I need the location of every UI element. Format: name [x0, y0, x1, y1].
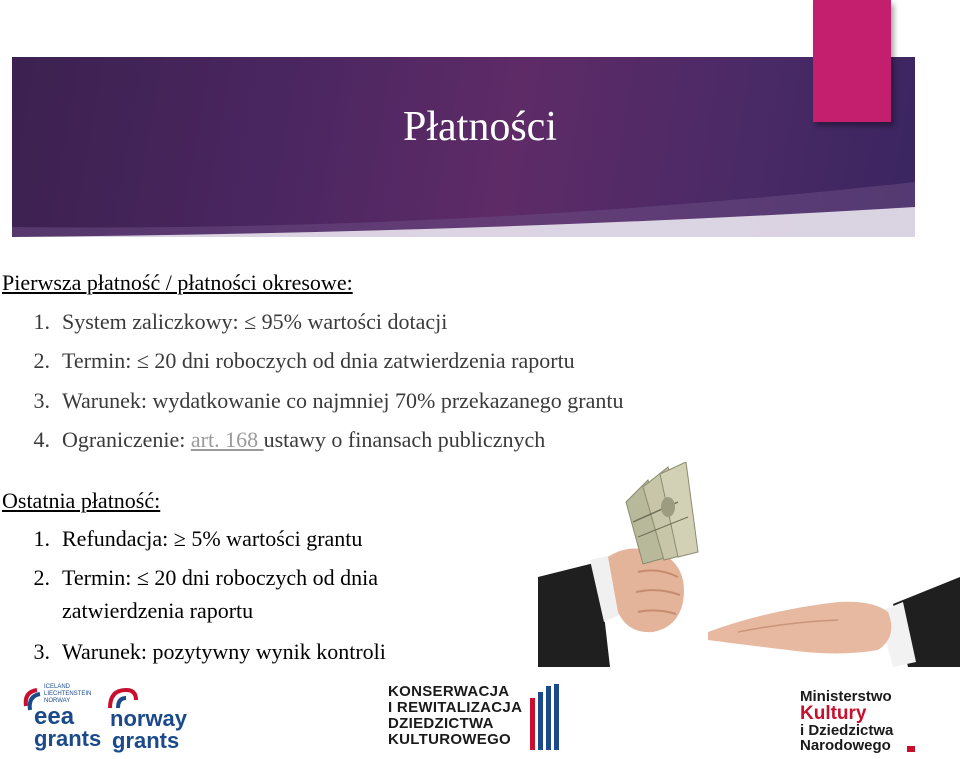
konserwacja-bars-icon	[528, 684, 566, 750]
list-number: 1.	[33, 526, 50, 551]
list-text: Termin: ≤ 20 dni roboczych od dnia zatwierdzenia raportu	[62, 348, 575, 373]
norway-grants-word: grants	[112, 728, 180, 753]
list-number: 2.	[33, 348, 50, 373]
norway-grants-logo	[100, 686, 190, 754]
list-number: 3.	[33, 388, 50, 413]
list-text: Warunek: pozytywny wynik kontroli	[62, 639, 386, 664]
list-number: 1.	[33, 309, 50, 334]
list-text: Warunek: wydatkowanie co najmniej 70% przekazanego grantu	[62, 388, 624, 413]
konserwacja-logo	[388, 684, 568, 750]
konserwacja-line: DZIEDZICTWA	[388, 715, 494, 732]
mkidn-line-accent: Kultury	[800, 703, 867, 724]
eea-word: eea	[34, 703, 75, 730]
list-text: Ograniczenie:	[62, 427, 191, 452]
list-text: ustawy o finansach publicznych	[263, 427, 546, 452]
konserwacja-line: KULTUROWEGO	[388, 731, 512, 748]
list-text: Refundacja: ≥ 5% wartości grantu	[62, 526, 363, 551]
eea-country: ICELAND	[44, 684, 71, 690]
list-text: System zaliczkowy: ≤ 95% wartości dotacji	[62, 309, 448, 334]
eea-grants-word: grants	[34, 726, 102, 751]
mkidn-logo	[800, 688, 940, 754]
mkidn-line: Ministerstwo	[800, 688, 892, 705]
konserwacja-line: KONSERWACJA	[388, 683, 510, 700]
mkidn-red-square-icon	[907, 746, 915, 752]
list-text: Termin: ≤ 20 dni roboczych od dnia	[62, 565, 379, 590]
section-heading-last-payment: Ostatnia płatność:	[2, 488, 161, 513]
eea-country: NORWAY	[44, 698, 71, 704]
art-168-link[interactable]: art. 168	[190, 427, 264, 452]
list-number: 4.	[33, 427, 50, 452]
hands-money-illustration	[538, 462, 960, 667]
mkidn-line: Narodowego	[800, 737, 891, 754]
mkidn-line: i Dziedzictwa	[800, 722, 894, 739]
list-number: 3.	[33, 639, 50, 664]
norway-word: norway	[110, 706, 188, 731]
eea-grants-logo	[22, 684, 112, 754]
eea-country: LIECHTENSTEIN	[44, 691, 92, 697]
list-text: zatwierdzenia raportu	[62, 598, 254, 623]
list-number: 2.	[33, 565, 50, 590]
konserwacja-line: I REWITALIZACJA	[388, 699, 523, 716]
page-title: Płatności	[403, 104, 557, 150]
section-heading-first-payment: Pierwsza płatność / płatności okresowe:	[2, 270, 353, 295]
